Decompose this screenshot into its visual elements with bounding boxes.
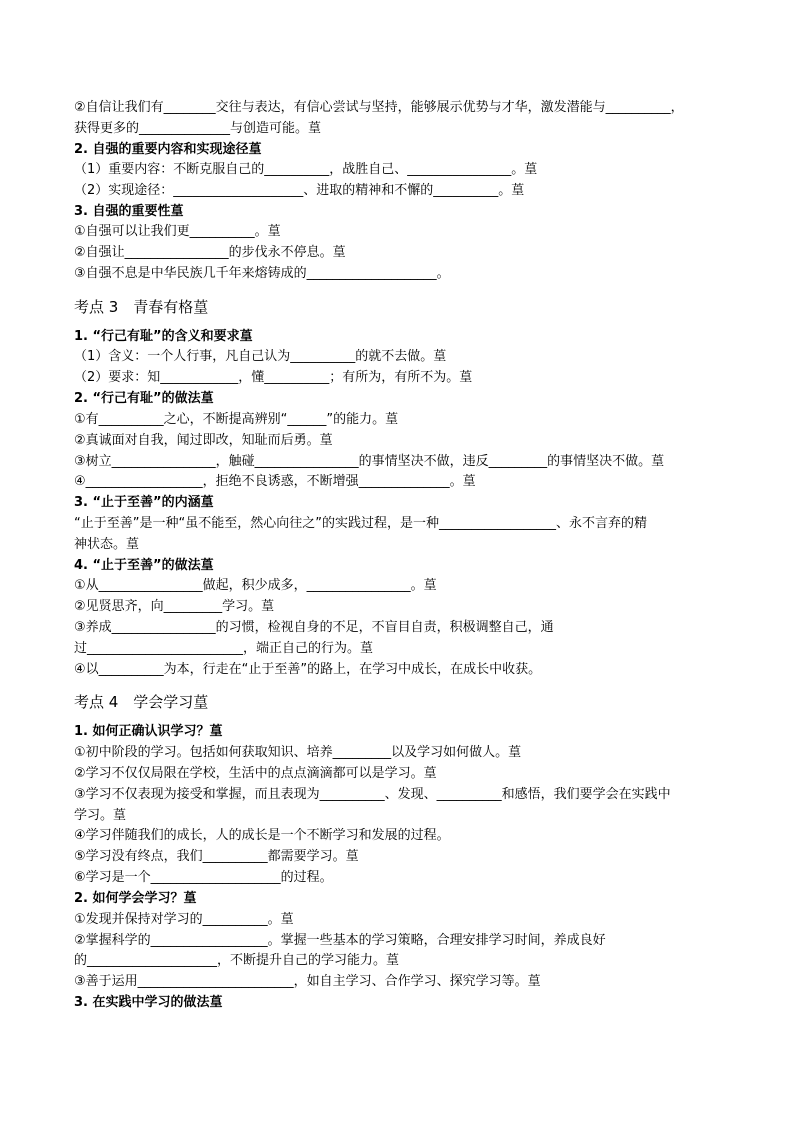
subheading: 4. “止于至善”的做法葟 — [74, 558, 214, 573]
text-line: 学习。葟 — [74, 808, 127, 823]
subheading: 3. 在实践中学习的做法葟 — [74, 995, 223, 1010]
text-line: ②学习不仅仅局限在学校，生活中的点点滴滴都可以是学习。葟 — [74, 766, 437, 781]
text-line: （1）重要内容：不断克服自己的__________，战胜自己、________________。葟 — [74, 162, 538, 177]
text-line: ②自强让________________的步伐永不停息。葟 — [74, 245, 346, 260]
text-line: ③树立________________，触碰________________的事情坚决不做，违反_________的事情坚决不做。葟 — [74, 454, 665, 469]
subheading: 2. “行己有耻”的做法葟 — [74, 391, 214, 406]
text-line: ③养成________________的习惯，检视自身的不足，不盲目自责，积极调整自己，通 — [74, 620, 554, 635]
text-line: ⑥学习是一个____________________的过程。 — [74, 870, 333, 885]
subheading: 1. 如何正确认识学习？葟 — [74, 724, 223, 739]
subheading: 1. “行己有耻”的含义和要求葟 — [74, 329, 253, 344]
text-line: 神状态。葟 — [74, 537, 140, 552]
text-line: ②掌握科学的__________________。掌握一些基本的学习策略，合理安排学习时间，养成良好 — [74, 933, 606, 948]
subheading: 3. “止于至善”的内涵葟 — [74, 495, 214, 510]
text-line: ①初中阶段的学习。包括如何获取知识、培养_________以及学习如何做人。葟 — [74, 745, 522, 760]
subheading: 2. 自强的重要内容和实现途径葟 — [74, 142, 262, 157]
text-line: ②自信让我们有________交往与表达，有信心尝试与坚持，能够展示优势与才华，激发潜能与__________， — [74, 100, 684, 115]
text-line: ①从________________做起，积少成多，________________。葟 — [74, 578, 437, 593]
text-line: （2）要求：知____________，懂__________；有所为，有所不为。葟 — [74, 370, 473, 385]
text-line: ①有__________之心，不断提高辨别“______”的能力。葟 — [74, 412, 399, 427]
section-heading: 考点 4 学会学习葟 — [74, 693, 209, 711]
text-line: ①发现并保持对学习的__________。葟 — [74, 912, 294, 927]
section-heading: 考点 3 青春有格葟 — [74, 298, 209, 316]
text-line: （2）实现途径：____________________、进取的精神和不懈的__________。葟 — [74, 183, 525, 198]
text-line: ④学习伴随我们的成长，人的成长是一个不断学习和发展的过程。 — [74, 828, 450, 843]
text-line: ⑤学习没有终点，我们__________都需要学习。葟 — [74, 849, 359, 864]
text-line: 过________________________，端正自己的行为。葟 — [74, 641, 374, 656]
text-line: 的____________________，不断提升自己的学习能力。葟 — [74, 953, 400, 968]
text-line: ④__________________，拒绝不良诱惑，不断增强______________。葟 — [74, 474, 476, 489]
text-line: “止于至善”是一种“虽不能至，然心向往之”的实践过程，是一种__________________、永不言弃的精 — [74, 516, 647, 531]
text-line: ③自强不息是中华民族几千年来熔铸成的____________________。 — [74, 266, 450, 281]
text-line: ②真诚面对自我，闻过即改，知耻而后勇。葟 — [74, 433, 333, 448]
text-line: ④以__________为本，行走在“止于至善”的路上，在学习中成长，在成长中收获。 — [74, 662, 542, 677]
text-line: ③学习不仅表现为接受和掌握，而且表现为__________、发现、__________和感悟，我们要学会在实践中 — [74, 787, 671, 802]
text-line: （1）含义：一个人行事，凡自己认为__________的就不去做。葟 — [74, 349, 447, 364]
text-line: ③善于运用________________________，如自主学习、合作学习、探究学习等。葟 — [74, 974, 541, 989]
text-line: 获得更多的______________与创造可能。葟 — [74, 121, 322, 136]
text-line: ②见贤思齐，向_________学习。葟 — [74, 599, 275, 614]
subheading: 3. 自强的重要性葟 — [74, 204, 184, 219]
subheading: 2. 如何学会学习？葟 — [74, 891, 197, 906]
text-line: ①自强可以让我们更__________。葟 — [74, 224, 281, 239]
